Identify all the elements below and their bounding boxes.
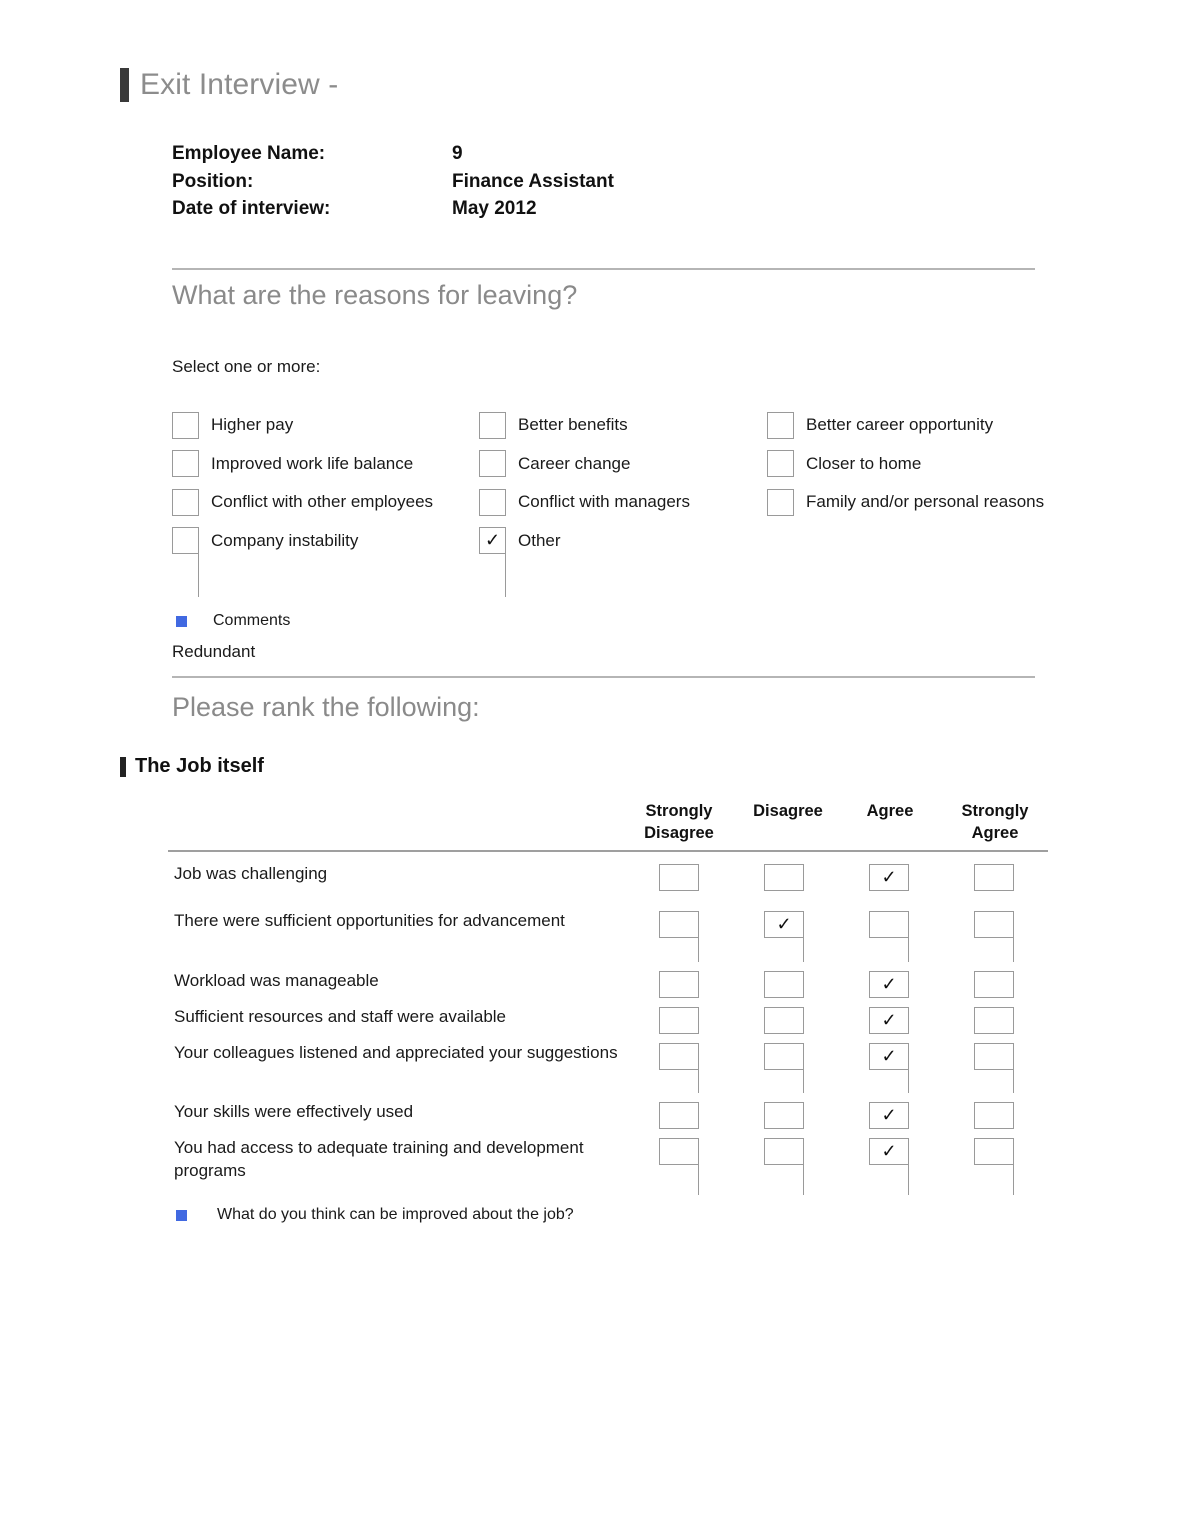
checkmark-icon: ✓: [881, 974, 897, 994]
rank-checkbox-strongly-disagree[interactable]: [659, 1007, 699, 1034]
table-row: [168, 1034, 1048, 1093]
reason-label: Closer to home: [806, 453, 922, 473]
checkbox-better-career-opportunity[interactable]: [767, 412, 794, 439]
rank-checkbox-agree[interactable]: [869, 1138, 909, 1165]
rank-checkbox-strongly-disagree[interactable]: [659, 971, 699, 998]
rank-table-body: [168, 855, 1048, 1191]
subsection-marker-icon: [120, 757, 126, 777]
rank-question: Workload was manageable: [174, 971, 379, 990]
reason-option-company-instability[interactable]: [172, 522, 433, 561]
rank-checkbox-disagree[interactable]: [764, 1138, 804, 1165]
rank-table-header-row: [168, 800, 1048, 848]
rank-subsection-header: [120, 755, 264, 778]
table-row: [168, 1129, 1048, 1191]
rank-checkbox-strongly-disagree[interactable]: [659, 1102, 699, 1129]
checkbox-conflict-with-other-employees[interactable]: [172, 489, 199, 516]
reason-option-conflict-with-other-employees[interactable]: [172, 483, 433, 522]
rank-checkbox-disagree[interactable]: [764, 911, 804, 938]
rank-header-agree: Agree: [866, 802, 914, 820]
rank-question: Your colleagues listened and appreciated your suggestions: [174, 1043, 618, 1062]
comments-bullet-item: [176, 612, 290, 630]
checkbox-higher-pay[interactable]: [172, 412, 199, 439]
document-title-row: [120, 68, 338, 102]
reason-label: Better benefits: [518, 415, 628, 435]
meta-value-employee-name: 9: [452, 143, 463, 164]
row-tail-line: [1013, 1165, 1014, 1195]
rank-checkbox-strongly-agree[interactable]: [974, 911, 1014, 938]
square-bullet-icon: [176, 616, 187, 627]
checkbox-family-personal-reasons[interactable]: [767, 489, 794, 516]
reasons-column-3: [767, 406, 1044, 522]
checkmark-icon: ✓: [776, 914, 792, 934]
rank-checkbox-agree[interactable]: [869, 1102, 909, 1129]
rank-checkbox-agree[interactable]: [869, 864, 909, 891]
meta-value-date-of-interview: May 2012: [452, 198, 537, 219]
square-bullet-icon: [176, 1210, 187, 1221]
rank-checkbox-agree[interactable]: [869, 1007, 909, 1034]
row-tail-line: [698, 938, 699, 962]
rank-checkbox-strongly-disagree[interactable]: [659, 864, 699, 891]
checkbox-other[interactable]: [479, 527, 506, 554]
checkbox-improved-work-life-balance[interactable]: [172, 450, 199, 477]
rank-table: [168, 800, 1048, 1180]
rank-checkbox-strongly-agree[interactable]: [974, 1138, 1014, 1165]
title-marker-icon: [120, 68, 129, 102]
rank-checkbox-disagree[interactable]: [764, 1007, 804, 1034]
checkmark-icon: ✓: [881, 867, 897, 887]
reason-option-better-benefits[interactable]: [479, 406, 690, 445]
employee-meta-block: [172, 140, 614, 223]
meta-label-date-of-interview: Date of interview:: [172, 198, 331, 219]
followup-bullet-item: [176, 1206, 574, 1224]
reason-option-other[interactable]: [479, 522, 690, 561]
checkmark-icon: ✓: [881, 1010, 897, 1030]
meta-label-employee-name: Employee Name:: [172, 143, 326, 164]
checkbox-career-change[interactable]: [479, 450, 506, 477]
meta-label-position: Position:: [172, 170, 254, 192]
rank-question: There were sufficient opportunities for advancement: [174, 911, 565, 930]
table-row: [168, 902, 1048, 962]
rank-checkbox-strongly-disagree[interactable]: [659, 911, 699, 938]
rank-checkbox-strongly-agree[interactable]: [974, 1007, 1014, 1034]
table-row: [168, 1093, 1048, 1129]
comments-answer: Redundant: [172, 642, 256, 661]
reason-label: Better career opportunity: [806, 415, 994, 435]
rank-checkbox-disagree[interactable]: [764, 971, 804, 998]
row-tail-line: [698, 1070, 699, 1093]
meta-row: [172, 140, 614, 168]
section-divider-rank: [172, 676, 1035, 678]
reason-option-improved-work-life-balance[interactable]: [172, 445, 433, 484]
rank-header-strongly-agree: Strongly Agree: [961, 802, 1029, 842]
row-tail-line: [803, 1165, 804, 1195]
rank-checkbox-agree[interactable]: [869, 971, 909, 998]
rank-checkbox-strongly-agree[interactable]: [974, 1043, 1014, 1070]
rank-subsection-title: The Job itself: [135, 755, 264, 777]
checkmark-icon: ✓: [484, 530, 501, 551]
checkbox-conflict-with-managers[interactable]: [479, 489, 506, 516]
meta-row: [172, 168, 614, 196]
meta-value-position: Finance Assistant: [452, 170, 614, 192]
row-tail-line: [908, 938, 909, 962]
comments-label: Comments: [213, 612, 291, 629]
row-tail-line: [698, 1165, 699, 1195]
reasons-column-1: [172, 406, 433, 560]
rank-checkbox-strongly-agree[interactable]: [974, 1102, 1014, 1129]
checkbox-better-benefits[interactable]: [479, 412, 506, 439]
rank-checkbox-strongly-disagree[interactable]: [659, 1138, 699, 1165]
rank-checkbox-disagree[interactable]: [764, 1043, 804, 1070]
reason-label: Other: [518, 530, 561, 550]
reason-label: Family and/or personal reasons: [806, 492, 1045, 512]
reason-label: Career change: [518, 453, 631, 473]
reason-label: Higher pay: [211, 415, 294, 435]
reason-label: Conflict with other employees: [211, 492, 434, 512]
rank-section-heading: Please rank the following:: [172, 692, 480, 722]
reason-option-family-personal-reasons[interactable]: [767, 483, 1044, 522]
reasons-column-2: [479, 406, 690, 560]
rank-checkbox-strongly-agree[interactable]: [974, 971, 1014, 998]
row-tail-line: [1013, 938, 1014, 962]
checkmark-icon: ✓: [881, 1141, 897, 1161]
reasons-section-heading: What are the reasons for leaving?: [172, 280, 578, 310]
reason-option-closer-to-home[interactable]: [767, 445, 1044, 484]
column-tail-line: [198, 554, 199, 597]
checkbox-closer-to-home[interactable]: [767, 450, 794, 477]
rank-checkbox-agree[interactable]: [869, 911, 909, 938]
rank-question: Job was challenging: [174, 864, 328, 883]
rank-question: Sufficient resources and staff were available: [174, 1007, 507, 1026]
reason-option-conflict-with-managers[interactable]: [479, 483, 690, 522]
row-tail-line: [908, 1165, 909, 1195]
rank-header-divider: [168, 850, 1048, 852]
row-tail-line: [803, 1070, 804, 1093]
rank-header-disagree: Disagree: [753, 802, 823, 820]
reason-label: Improved work life balance: [211, 453, 414, 473]
rank-checkbox-strongly-disagree[interactable]: [659, 1043, 699, 1070]
select-instruction: Select one or more:: [172, 357, 321, 376]
rank-header-strongly-disagree: Strongly Disagree: [644, 802, 714, 842]
rank-question: You had access to adequate training and development programs: [174, 1138, 584, 1180]
rank-checkbox-agree[interactable]: [869, 1043, 909, 1070]
reason-label: Company instability: [211, 530, 359, 550]
reason-option-better-career-opportunity[interactable]: [767, 406, 1044, 445]
section-divider-reasons: [172, 268, 1035, 270]
column-tail-line: [505, 554, 506, 597]
table-row: [168, 998, 1048, 1034]
row-tail-line: [803, 938, 804, 962]
checkbox-company-instability[interactable]: [172, 527, 199, 554]
table-row: [168, 855, 1048, 902]
row-tail-line: [1013, 1070, 1014, 1093]
page-title: Exit Interview -: [140, 68, 339, 101]
rank-checkbox-strongly-agree[interactable]: [974, 864, 1014, 891]
row-tail-line: [908, 1070, 909, 1093]
table-row: [168, 962, 1048, 998]
followup-question-label: What do you think can be improved about the job?: [217, 1206, 574, 1223]
reason-option-career-change[interactable]: [479, 445, 690, 484]
rank-question: Your skills were effectively used: [174, 1102, 414, 1121]
meta-row: [172, 195, 614, 223]
checkmark-icon: ✓: [881, 1046, 897, 1066]
checkmark-icon: ✓: [881, 1105, 897, 1125]
rank-checkbox-disagree[interactable]: [764, 864, 804, 891]
rank-checkbox-disagree[interactable]: [764, 1102, 804, 1129]
reason-option-higher-pay[interactable]: [172, 406, 433, 445]
reason-label: Conflict with managers: [518, 492, 690, 512]
